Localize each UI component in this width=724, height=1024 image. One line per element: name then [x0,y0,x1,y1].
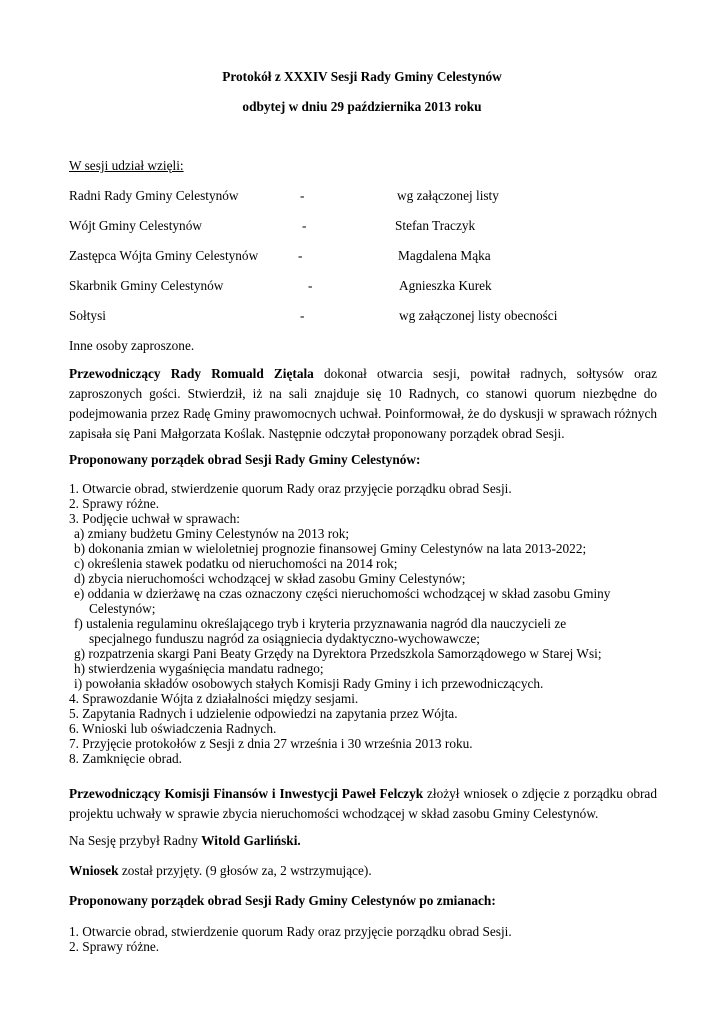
agenda-subitem: c) określenia stawek podatku od nieruchomości na 2014 rok; [74,556,398,571]
agenda-subitem-continuation: Celestynów; [89,601,156,616]
agenda2-heading: Proponowany porządek obrad Sesji Rady Gminy Celestynów po zmianach: [69,893,496,908]
agenda-item: 8. Zamknięcie obrad. [69,751,182,766]
agenda-subitem: d) zbycia nieruchomości wchodzącej w skład zasobu Gminy Celestynów; [74,571,466,586]
attendance-person: wg załączonej listy obecności [399,308,558,323]
attendance-person: Stefan Traczyk [395,218,476,233]
agenda-item: 1. Otwarcie obrad, stwierdzenie quorum Rady oraz przyjęcie porządku obrad Sesji. [69,481,512,496]
agenda-subitem: i) powołania składów osobowych stałych Komisji Rady Gminy i ich przewodniczących. [74,676,544,691]
arrival-text: Na Sesję przybył Radny [69,833,202,848]
agenda-subitem: a) zmiany budżetu Gminy Celestynów na 2013 rok; [74,526,350,541]
attendance-heading: W sesji udział wzięli: [69,158,184,173]
attendance-role: Wójt Gminy Celestynów [69,218,202,233]
attendance-dash: - [302,218,307,233]
agenda2-item: 2. Sprawy różne. [69,939,160,954]
agenda-item: 6. Wnioski lub oświadczenia Radnych. [69,721,277,736]
agenda-subitem: b) dokonania zmian w wieloletniej prognozie finansowej Gminy Celestynów na lata 2013-2022; [74,541,587,556]
attendance-dash: - [300,188,305,203]
agenda-item: 3. Podjęcie uchwał w sprawach: [69,511,240,526]
vote-line [69,863,372,879]
councillor-name: Witold Garliński. [201,833,301,848]
vote-text: został przyjęty. (9 głosów za, 2 wstrzymujące). [118,863,372,878]
agenda-item: 5. Zapytania Radnych i udzielenie odpowiedzi na zapytania przez Wójta. [69,706,458,721]
agenda-subitem-continuation: specjalnego funduszu nagród za osiągniecia dydaktyczno-wychowawcze; [89,631,480,646]
attendance-dash: - [300,308,305,323]
agenda-item: 2. Sprawy różne. [69,496,160,511]
arrival-line [69,833,301,849]
document-subtitle: odbytej w dniu 29 października 2013 roku [242,99,482,114]
attendance-role: Skarbnik Gminy Celestynów [69,278,224,293]
attendance-role: Zastępca Wójta Gminy Celestynów [69,248,259,263]
attendance-person: wg załączonej listy [397,188,499,203]
attendance-dash: - [298,248,303,263]
attendance-role: Sołtysi [69,308,106,323]
document-title: Protokół z XXXIV Sesji Rady Gminy Celestynów [222,69,502,84]
agenda-item: 4. Sprawozdanie Wójta z działalności między sesjami. [69,691,359,706]
attendance-person: Agnieszka Kurek [399,278,492,293]
agenda-subitem: g) rozpatrzenia skargi Pani Beaty Grzędy na Dyrektora Przedszkola Samorządowego w Starej Wsi; [74,646,602,661]
committee-chair-name: Przewodniczący Komisji Finansów i Inwestycji Paweł Felczyk [69,786,424,801]
guests-line: Inne osoby zaproszone. [69,338,195,353]
vote-label: Wniosek [69,863,119,878]
agenda-subitem: h) stwierdzenia wygaśnięcia mandatu radnego; [74,661,324,676]
agenda-subitem: e) oddania w dzierżawę na czas oznaczony części nieruchomości wchodzącej w skład zasobu Gminy [74,586,611,601]
attendance-dash: - [308,278,313,293]
motion-paragraph [69,784,657,824]
agenda-subitem: f) ustalenia regulaminu określającego tryb i kryteria przyznawania nagród dla nauczycieli ze [74,616,567,631]
agenda-heading: Proponowany porządek obrad Sesji Rady Gminy Celestynów: [69,452,421,467]
chairman-name: Przewodniczący Rady Romuald Ziętala [69,366,314,381]
agenda-item: 7. Przyjęcie protokołów z Sesji z dnia 27 września i 30 września 2013 roku. [69,736,473,751]
attendance-role: Radni Rady Gminy Celestynów [69,188,239,203]
opening-paragraph [69,364,657,444]
opening-text: dokonał otwarcia sesji, powitał radnych, sołtysów oraz zaproszonych gości. Stwierdził, iż na sali znajduje się 10 Radnych, co stanowi quorum niezbędne do podejmowania przez Radę Gminy prawomocnych uchwał. Poinformował, że do dyskusji w sprawach różnych zapisała się Pani Małgorzata Koślak. Następnie odczytał proponowany porządek obrad Sesji. [69,366,657,441]
agenda2-item: 1. Otwarcie obrad, stwierdzenie quorum Rady oraz przyjęcie porządku obrad Sesji. [69,924,512,939]
motion-text: złożył wniosek o zdjęcie z porządku obrad projektu uchwały w sprawie zbycia nieruchomości wchodzącej w skład zasobu Gminy Celestynów. [69,786,657,821]
attendance-person: Magdalena Mąka [398,248,491,263]
